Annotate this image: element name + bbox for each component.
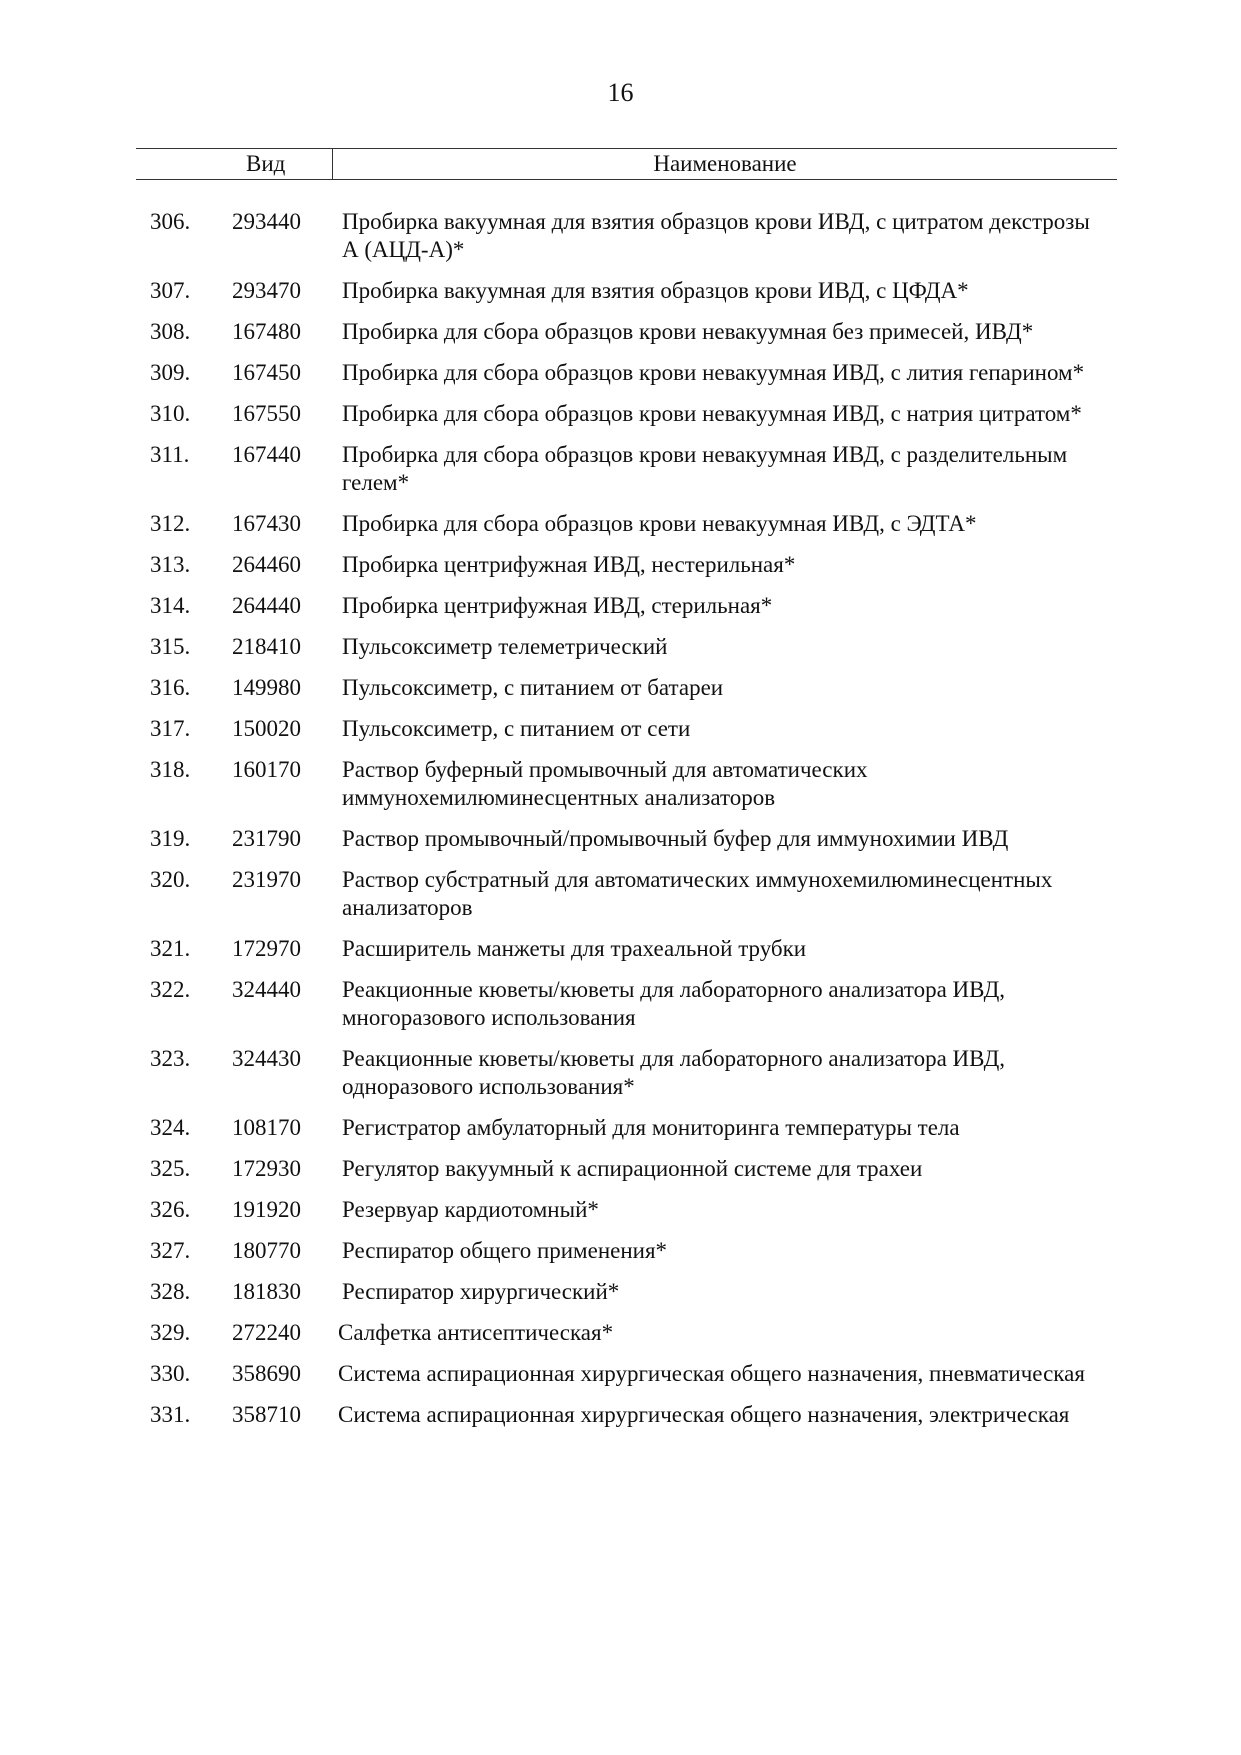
table-body bbox=[0, 208, 1241, 1442]
row-name: Пробирка для сбора образцов крови невакуумная ИВД, с разделительным гелем* bbox=[342, 442, 1068, 495]
table-row bbox=[0, 1045, 1241, 1101]
row-name: Реакционные кюветы/кюветы для лабораторного анализатора ИВД, многоразового использования bbox=[342, 977, 1006, 1030]
table-row bbox=[0, 1360, 1241, 1388]
row-name: Респиратор хирургический* bbox=[342, 1279, 620, 1304]
table-row bbox=[0, 318, 1241, 346]
table-row bbox=[0, 756, 1241, 812]
row-number: 308. bbox=[150, 319, 191, 344]
table-row bbox=[0, 976, 1241, 1032]
table-row bbox=[0, 277, 1241, 305]
table-row bbox=[0, 208, 1241, 264]
row-number: 320. bbox=[150, 867, 191, 892]
table-row bbox=[0, 633, 1241, 661]
table-row bbox=[0, 1278, 1241, 1306]
row-number: 321. bbox=[150, 936, 191, 961]
row-code: 264460 bbox=[232, 552, 301, 577]
page-number: 16 bbox=[607, 78, 634, 107]
table-row bbox=[0, 674, 1241, 702]
row-number: 307. bbox=[150, 278, 191, 303]
row-code: 181830 bbox=[232, 1279, 301, 1304]
row-name: Респиратор общего применения* bbox=[342, 1238, 668, 1263]
row-code: 180770 bbox=[232, 1238, 301, 1263]
table-row bbox=[0, 1196, 1241, 1224]
table-row bbox=[0, 1237, 1241, 1265]
table-row bbox=[0, 400, 1241, 428]
row-name: Резервуар кардиотомный* bbox=[342, 1197, 599, 1222]
row-name: Раствор промывочный/промывочный буфер для иммунохимии ИВД bbox=[342, 826, 1009, 851]
table-row bbox=[0, 1319, 1241, 1347]
row-number: 310. bbox=[150, 401, 191, 426]
row-code: 358710 bbox=[232, 1402, 301, 1427]
table-row bbox=[0, 1114, 1241, 1142]
row-name: Пробирка для сбора образцов крови невакуумная ИВД, с ЭДТА* bbox=[342, 511, 977, 536]
row-code: 191920 bbox=[232, 1197, 301, 1222]
row-code: 324430 bbox=[232, 1046, 301, 1071]
table-row bbox=[0, 935, 1241, 963]
row-number: 306. bbox=[150, 209, 191, 234]
table-row bbox=[0, 715, 1241, 743]
row-number: 325. bbox=[150, 1156, 191, 1181]
row-code: 167480 bbox=[232, 319, 301, 344]
table-row bbox=[0, 592, 1241, 620]
table-row bbox=[0, 359, 1241, 387]
row-code: 167450 bbox=[232, 360, 301, 385]
row-code: 160170 bbox=[232, 757, 301, 782]
row-number: 327. bbox=[150, 1238, 191, 1263]
row-code: 324440 bbox=[232, 977, 301, 1002]
row-code: 149980 bbox=[232, 675, 301, 700]
row-code: 293470 bbox=[232, 278, 301, 303]
row-number: 318. bbox=[150, 757, 191, 782]
row-code: 150020 bbox=[232, 716, 301, 741]
row-name: Расширитель манжеты для трахеальной трубки bbox=[342, 936, 807, 961]
row-number: 330. bbox=[150, 1361, 191, 1386]
row-name: Пробирка вакуумная для взятия образцов крови ИВД, с ЦФДА* bbox=[342, 278, 969, 303]
row-code: 167440 bbox=[232, 442, 301, 467]
table-row bbox=[0, 441, 1241, 497]
row-number: 329. bbox=[150, 1320, 191, 1345]
row-name: Регистратор амбулаторный для мониторинга температуры тела bbox=[342, 1115, 960, 1140]
row-number: 328. bbox=[150, 1279, 191, 1304]
row-name: Пробирка центрифужная ИВД, стерильная* bbox=[342, 593, 773, 618]
row-number: 317. bbox=[150, 716, 191, 741]
row-code: 231970 bbox=[232, 867, 301, 892]
row-name: Пульсоксиметр телеметрический bbox=[342, 634, 668, 659]
row-number: 311. bbox=[150, 442, 190, 467]
row-name: Реакционные кюветы/кюветы для лабораторного анализатора ИВД, одноразового использования* bbox=[342, 1046, 1006, 1099]
row-number: 331. bbox=[150, 1402, 191, 1427]
row-number: 326. bbox=[150, 1197, 191, 1222]
row-code: 167550 bbox=[232, 401, 301, 426]
row-name: Пробирка для сбора образцов крови невакуумная ИВД, с натрия цитратом* bbox=[342, 401, 1082, 426]
row-code: 358690 bbox=[232, 1361, 301, 1386]
row-name: Раствор буферный промывочный для автоматических иммунохемилюминесцентных анализаторов bbox=[342, 757, 868, 810]
row-code: 218410 bbox=[232, 634, 301, 659]
row-name: Пробирка для сбора образцов крови невакуумная ИВД, с лития гепарином* bbox=[342, 360, 1085, 385]
row-code: 167430 bbox=[232, 511, 301, 536]
row-number: 315. bbox=[150, 634, 191, 659]
row-code: 264440 bbox=[232, 593, 301, 618]
column-header-vid: Вид bbox=[246, 151, 286, 176]
row-number: 313. bbox=[150, 552, 191, 577]
row-number: 314. bbox=[150, 593, 191, 618]
row-name: Пульсоксиметр, с питанием от сети bbox=[342, 716, 691, 741]
table-header bbox=[136, 148, 1117, 180]
row-code: 272240 bbox=[232, 1320, 301, 1345]
row-name: Система аспирационная хирургическая общего назначения, электрическая bbox=[338, 1402, 1070, 1427]
table-row bbox=[0, 1401, 1241, 1429]
table-row bbox=[0, 866, 1241, 922]
row-name: Пробирка вакуумная для взятия образцов крови ИВД, с цитратом декстрозы А (АЦД-А)* bbox=[342, 209, 1090, 262]
row-code: 172970 bbox=[232, 936, 301, 961]
column-header-name: Наименование bbox=[653, 151, 797, 176]
row-code: 231790 bbox=[232, 826, 301, 851]
row-number: 323. bbox=[150, 1046, 191, 1071]
table-row bbox=[0, 551, 1241, 579]
row-number: 312. bbox=[150, 511, 191, 536]
row-name: Система аспирационная хирургическая общего назначения, пневматическая bbox=[338, 1361, 1085, 1386]
row-code: 108170 bbox=[232, 1115, 301, 1140]
row-name: Раствор субстратный для автоматических иммунохемилюминесцентных анализаторов bbox=[342, 867, 1053, 920]
row-name: Салфетка антисептическая* bbox=[338, 1320, 614, 1345]
row-number: 322. bbox=[150, 977, 191, 1002]
row-name: Пробирка для сбора образцов крови невакуумная без примесей, ИВД* bbox=[342, 319, 1034, 344]
row-name: Регулятор вакуумный к аспирационной системе для трахеи bbox=[342, 1156, 923, 1181]
row-number: 316. bbox=[150, 675, 191, 700]
row-name: Пробирка центрифужная ИВД, нестерильная* bbox=[342, 552, 796, 577]
table-row bbox=[0, 510, 1241, 538]
row-code: 293440 bbox=[232, 209, 301, 234]
row-number: 324. bbox=[150, 1115, 191, 1140]
row-name: Пульсоксиметр, с питанием от батареи bbox=[342, 675, 724, 700]
row-number: 319. bbox=[150, 826, 191, 851]
table-row bbox=[0, 825, 1241, 853]
row-code: 172930 bbox=[232, 1156, 301, 1181]
row-number: 309. bbox=[150, 360, 191, 385]
table-row bbox=[0, 1155, 1241, 1183]
